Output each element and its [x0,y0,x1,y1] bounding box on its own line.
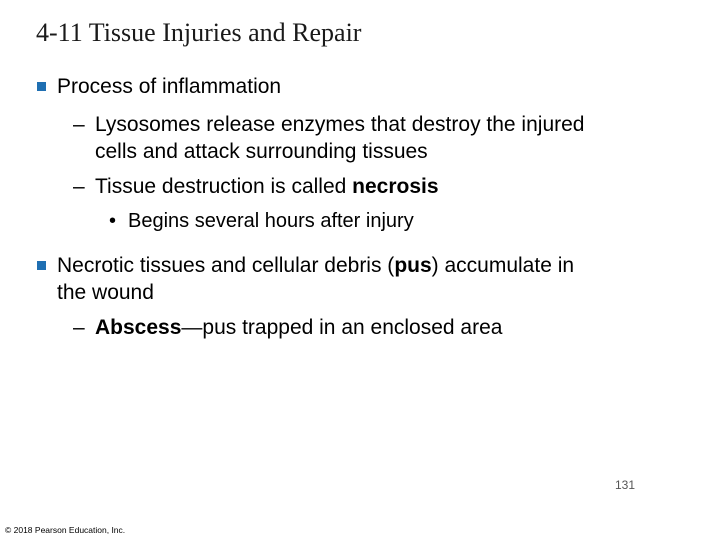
dash-marker: – [73,316,85,339]
necrosis-text: Tissue destruction is called [95,175,353,198]
necrotic-pre: Necrotic tissues and cellular debris ( [57,254,395,277]
dot-marker: • [109,210,117,232]
sub-sub-bullet-begins: Begins several hours after injury [128,210,414,232]
sub-bullet-abscess [95,315,502,341]
necrosis-term: necrosis [352,175,439,198]
bullet-inflammation: Process of inflammation [57,75,282,98]
pus-term: pus [394,254,432,277]
abscess-term: Abscess [95,316,182,339]
dash-marker: – [73,113,85,136]
sub-bullet-lysosomes-line2: cells and attack surrounding tissues [95,140,428,163]
necrotic-post: ) accumulate in [431,254,575,277]
square-bullet-icon [37,261,46,270]
bullet-necrotic-line2: the wound [57,281,154,304]
sub-bullet-necrosis [95,174,439,200]
copyright-footer: © 2018 Pearson Education, Inc. [5,525,126,535]
bullet-necrotic-line1 [57,253,574,279]
abscess-text: —pus trapped in an enclosed area [181,316,503,339]
sub-bullet-lysosomes-line1: Lysosomes release enzymes that destroy the injured [95,113,585,136]
dash-marker: – [73,175,85,198]
slide-title: 4-11 Tissue Injuries and Repair [36,18,362,47]
page-number: 131 [614,478,635,492]
square-bullet-icon [37,82,46,91]
